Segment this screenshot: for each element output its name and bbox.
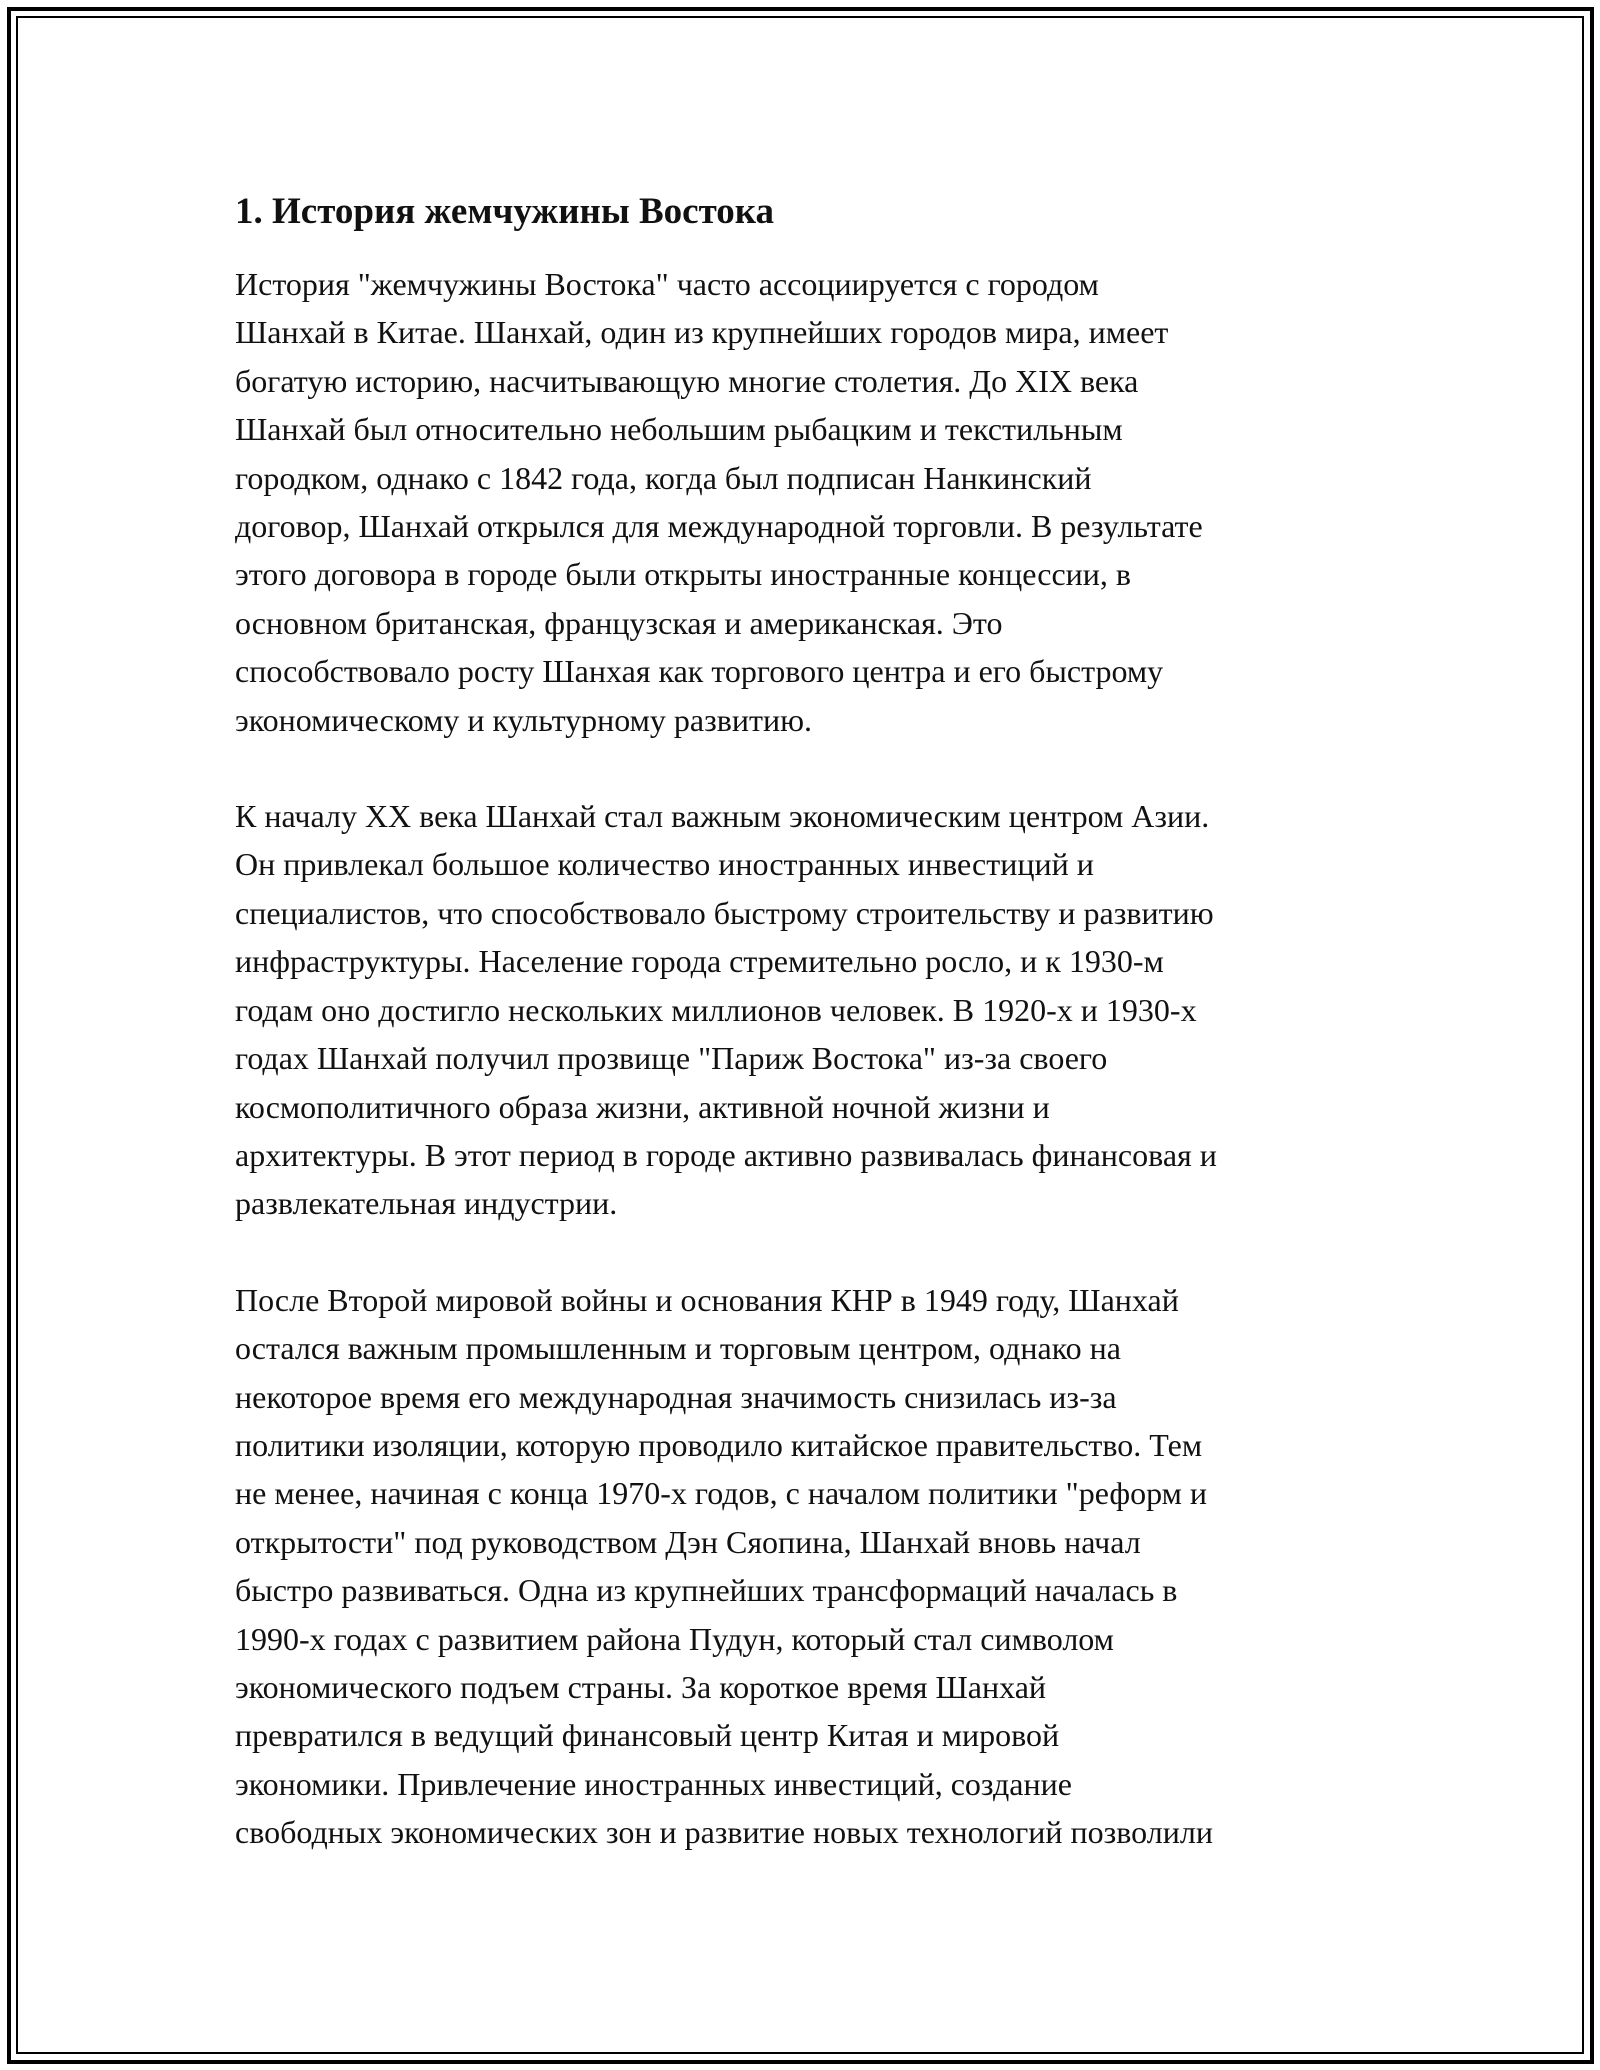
text-line: экономического подъем страны. За короткое время Шанхай — [235, 1668, 1047, 1705]
text-line: специалистов, что способствовало быстрому строительству и развитию — [235, 894, 1214, 931]
text-line: экономики. Привлечение иностранных инвестиций, создание — [235, 1765, 1072, 1802]
paragraph — [235, 792, 1395, 1228]
text-line: превратился в ведущий финансовый центр Китая и мировой — [235, 1717, 1060, 1754]
text-line: космополитичного образа жизни, активной ночной жизни и — [235, 1088, 1050, 1125]
text-line: архитектуры. В этот период в городе активно развивалась финансовая и — [235, 1136, 1217, 1173]
text-line: договор, Шанхай открылся для международной торговли. В результате — [235, 508, 1203, 545]
paragraph — [235, 1276, 1395, 1857]
text-line: К началу XX века Шанхай стал важным экономическим центром Азии. — [235, 798, 1210, 835]
text-line: богатую историю, насчитывающую многие столетия. До XIX века — [235, 362, 1139, 399]
paragraph-list — [235, 260, 1395, 1857]
text-line: этого договора в городе были открыты иностранные концессии, в — [235, 556, 1132, 593]
text-line: Он привлекал большое количество иностранных инвестиций и — [235, 846, 1094, 883]
text-line: остался важным промышленным и торговым центром, однако на — [235, 1330, 1121, 1367]
paragraph — [235, 260, 1395, 744]
text-line: свободных экономических зон и развитие новых технологий позволили — [235, 1814, 1213, 1851]
text-line: открытости" под руководством Дэн Сяопина, Шанхай вновь начал — [235, 1523, 1141, 1560]
text-line: быстро развиваться. Одна из крупнейших трансформаций началась в — [235, 1572, 1178, 1609]
text-line: годах Шанхай получил прозвище "Париж Востока" из-за своего — [235, 1040, 1108, 1077]
text-line: городком, однако с 1842 года, когда был подписан Нанкинский — [235, 459, 1092, 496]
text-line: Шанхай в Китае. Шанхай, один из крупнейших городов мира, имеет — [235, 314, 1169, 351]
text-line: 1990-х годах с развитием района Пудун, который стал символом — [235, 1620, 1114, 1657]
text-line: способствовало росту Шанхая как торгового центра и его быстрому — [235, 653, 1164, 690]
document-body — [235, 186, 1395, 1905]
section-heading: 1. История жемчужины Востока — [235, 191, 775, 232]
text-line: развлекательная индустрии. — [235, 1185, 618, 1222]
text-line: экономическому и культурному развитию. — [235, 701, 812, 738]
text-line: некоторое время его международная значимость снизилась из-за — [235, 1378, 1117, 1415]
text-line: политики изоляции, которую проводило китайское правительство. Тем — [235, 1426, 1203, 1463]
text-line: инфраструктуры. Население города стремительно росло, и к 1930-м — [235, 943, 1164, 980]
text-line: основном британская, французская и американская. Это — [235, 604, 1003, 641]
text-line: годам оно достигло нескольких миллионов человек. В 1920-х и 1930-х — [235, 991, 1197, 1028]
text-line: не менее, начиная с конца 1970-х годов, с началом политики "реформ и — [235, 1475, 1207, 1512]
text-line: После Второй мировой войны и основания КНР в 1949 году, Шанхай — [235, 1281, 1179, 1318]
text-line: Шанхай был относительно небольшим рыбацким и текстильным — [235, 411, 1123, 448]
text-line: История "жемчужины Востока" часто ассоциируется с городом — [235, 266, 1099, 302]
